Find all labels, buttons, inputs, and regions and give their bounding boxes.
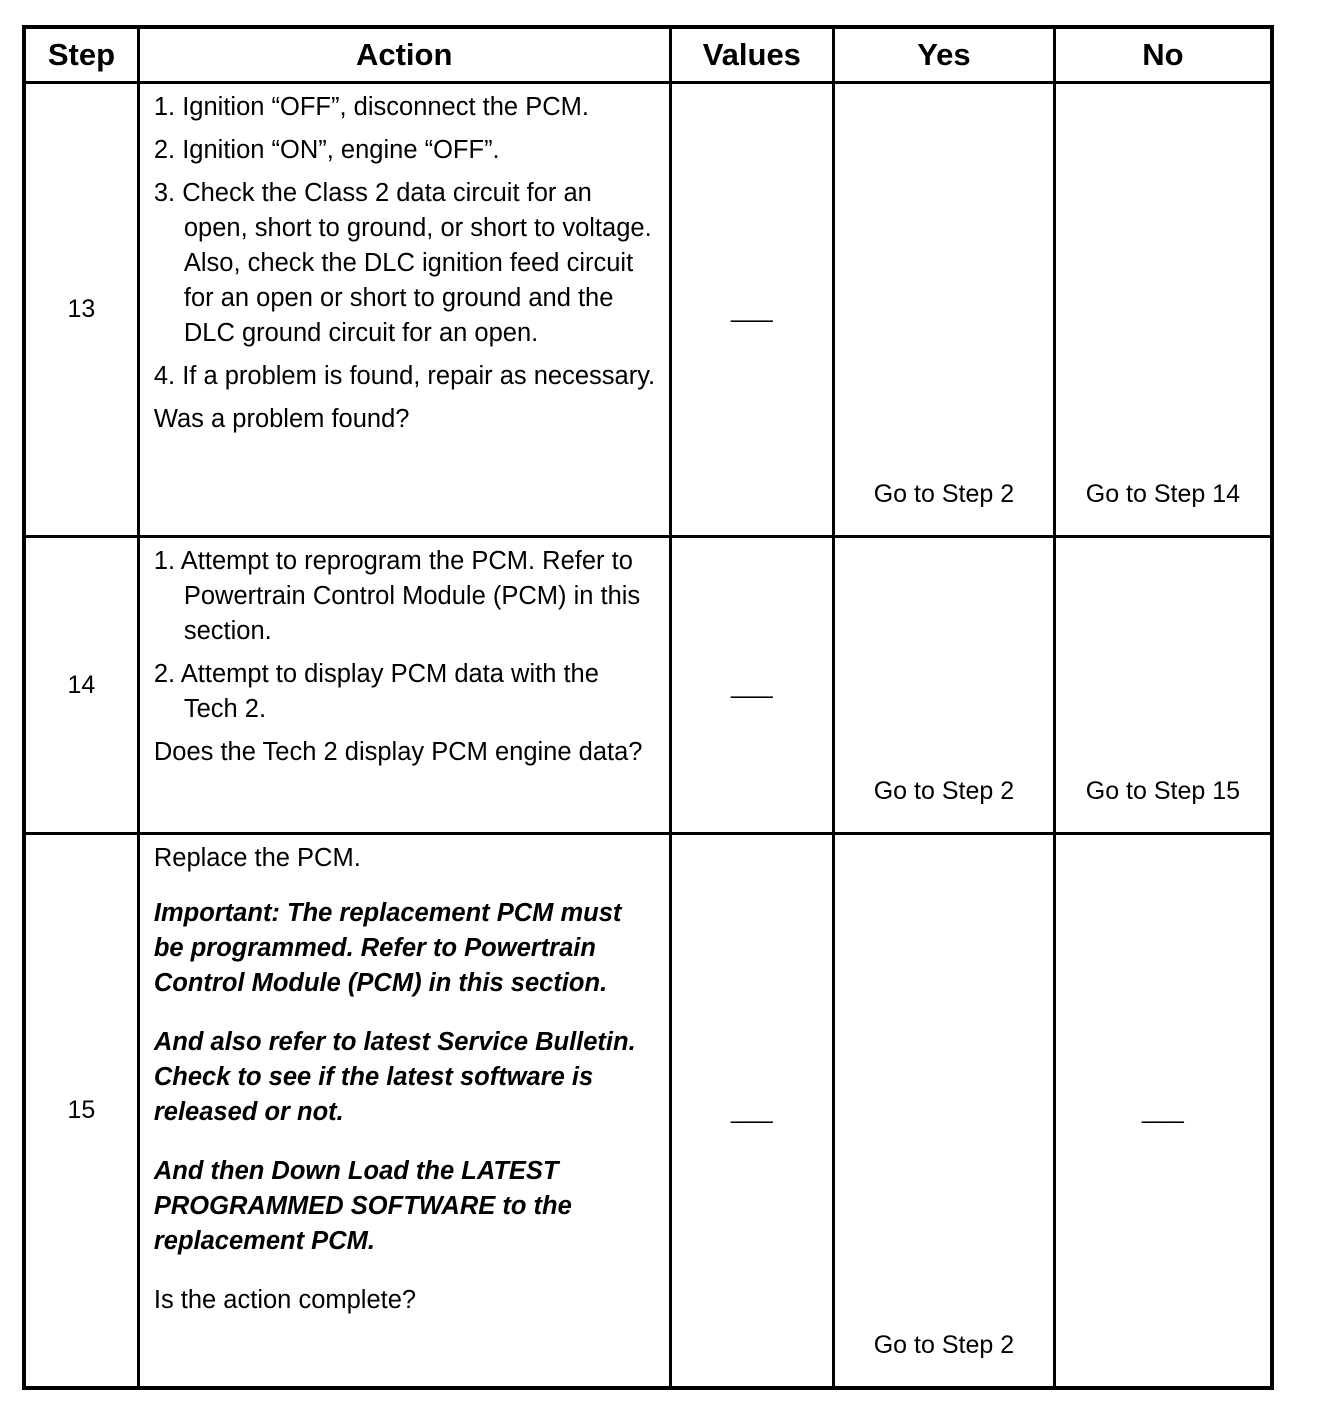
table-row	[24, 83, 1272, 537]
important-note: Important: The replacement PCM must be programmed. Refer to Powertrain Control Module (PCM) in this section.	[153, 899, 622, 997]
question-text: Is the action complete?	[153, 1286, 417, 1314]
table-row	[24, 537, 1272, 834]
header-action: Action	[138, 27, 670, 83]
yes-cell: Go to Step 2	[834, 537, 1055, 834]
header-row	[24, 27, 1272, 83]
list-item: 1. Ignition “OFF”, disconnect the PCM.	[153, 93, 589, 121]
action-cell	[138, 83, 670, 537]
yes-cell: Go to Step 2	[834, 834, 1055, 1388]
step-number: 13	[24, 83, 138, 537]
header-no: No	[1054, 27, 1272, 83]
list-item: 3. Check the Class 2 data circuit for an open, short to ground, or short to voltage. Also, check the DLC ignition feed circuit for an open or short to ground and the DLC ground circuit for an open.	[153, 179, 652, 347]
values-cell: ___	[670, 834, 834, 1388]
values-cell: ___	[670, 83, 834, 537]
action-cell	[138, 537, 670, 834]
important-note: And then Down Load the LATEST PROGRAMMED SOFTWARE to the replacement PCM.	[153, 1157, 572, 1255]
list-item: 4. If a problem is found, repair as necessary.	[153, 362, 656, 390]
values-cell: ___	[670, 537, 834, 834]
header-values: Values	[670, 27, 834, 83]
header-step: Step	[24, 27, 138, 83]
intro-text: Replace the PCM.	[153, 844, 361, 872]
no-cell: Go to Step 14	[1054, 83, 1272, 537]
no-cell: ___	[1054, 834, 1272, 1388]
step-number: 14	[24, 537, 138, 834]
list-item: 1. Attempt to reprogram the PCM. Refer to Powertrain Control Module (PCM) in this section.	[153, 547, 641, 645]
list-item: 2. Ignition “ON”, engine “OFF”.	[153, 136, 500, 164]
list-item: 2. Attempt to display PCM data with the Tech 2.	[153, 660, 599, 723]
header-yes: Yes	[834, 27, 1055, 83]
table-row	[24, 834, 1272, 1388]
diagnostic-table	[22, 25, 1274, 1390]
action-cell	[138, 834, 670, 1388]
step-number: 15	[24, 834, 138, 1388]
question-text: Was a problem found?	[153, 405, 410, 433]
no-cell: Go to Step 15	[1054, 537, 1272, 834]
yes-cell: Go to Step 2	[834, 83, 1055, 537]
question-text: Does the Tech 2 display PCM engine data?	[153, 738, 643, 766]
important-note: And also refer to latest Service Bulletin. Check to see if the latest software is released or not.	[153, 1028, 636, 1126]
